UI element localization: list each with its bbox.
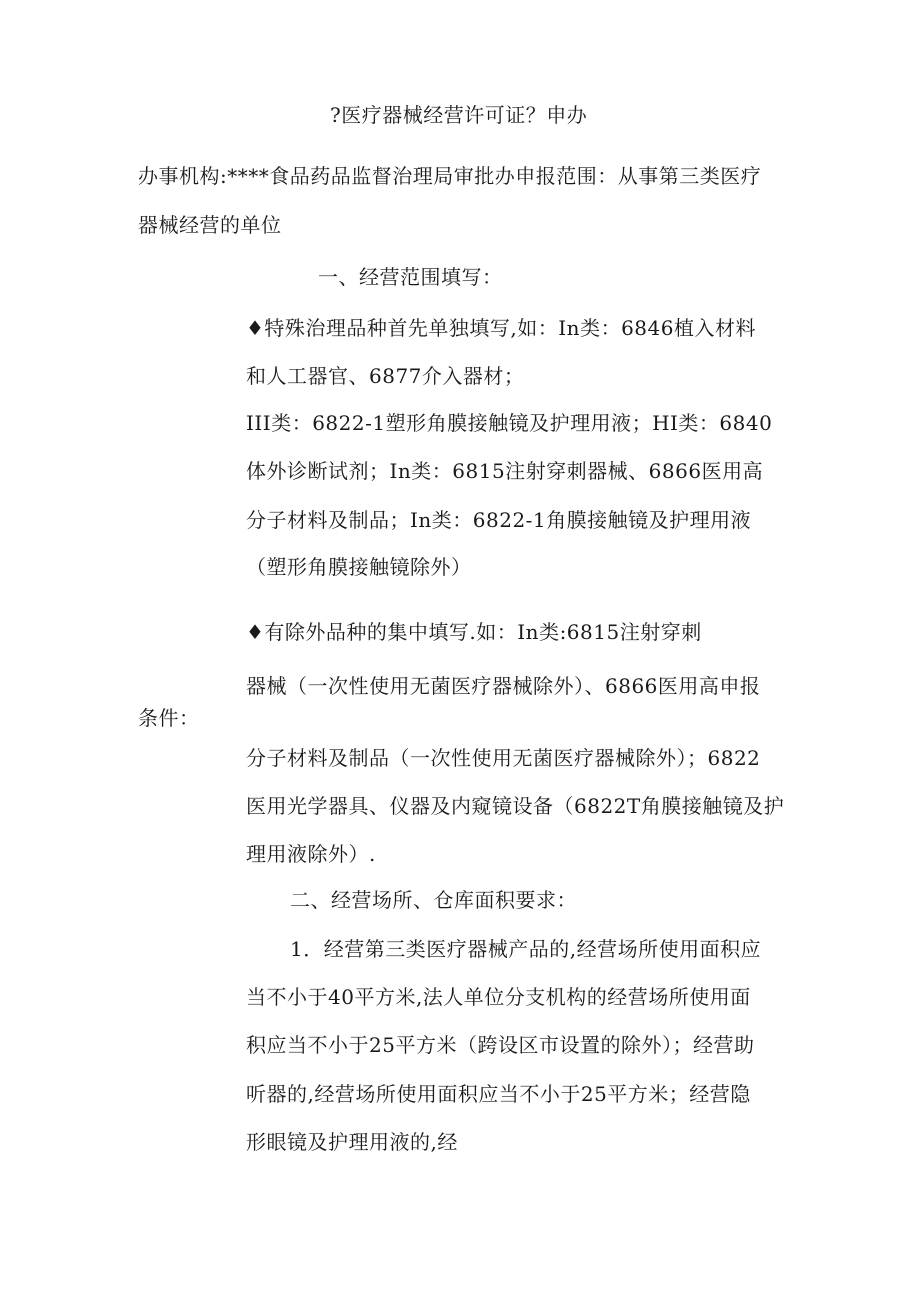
section-2-line: 听器的,经营场所使用面积应当不小于25平方米；经营隐 [246, 1082, 751, 1106]
agency-line-1: 办事机构:****食品药品监督治理局审批办申报范围：从事第三类医疗 [138, 164, 762, 188]
bullet-2-line: 器械（一次性使用无菌医疗器械除外）、6866医用高申报 [246, 674, 761, 698]
bullet-1-line: III类：6822-1塑形角膜接触镜及护理用液；HI类：6840 [246, 411, 773, 435]
section-2-line: 形眼镜及护理用液的,经 [246, 1130, 458, 1154]
bullet-1-line: ♦特殊治理品种首先单独填写,如：In类：6846植入材料 [246, 316, 756, 340]
bullet-2-line: ♦有除外品种的集中填写.如：In类:6815注射穿刺 [246, 620, 702, 644]
bullet-1-line: （塑形角膜接触镜除外） [246, 555, 472, 579]
section-2-line: 当不小于40平方米,法人单位分支机构的经营场所使用面 [246, 985, 751, 1009]
section-2-heading: 二、经营场所、仓库面积要求： [290, 888, 577, 912]
side-label: 条件： [138, 706, 200, 730]
section-2-line: 积应当不小于25平方米（跨设区市设置的除外）；经营助 [246, 1033, 755, 1057]
bullet-2-line: 分子材料及制品（一次性使用无菌医疗器械除外）；6822 [246, 746, 761, 770]
agency-line-2: 器械经营的单位 [138, 213, 282, 237]
bullet-1-line: 体外诊断试剂；In类：6815注射穿刺器械、6866医用高 [246, 459, 764, 483]
section-1-heading: 一、经营范围填写： [318, 265, 503, 289]
bullet-2-line: 医用光学器具、仪器及内窥镜设备（6822T角膜接触镜及护 [246, 794, 785, 818]
bullet-2-line: 理用液除外）. [246, 842, 376, 866]
section-2-line: 1．经营第三类医疗器械产品的,经营场所使用面积应 [290, 937, 762, 961]
bullet-1-line: 和人工器官、6877介入器材； [246, 364, 525, 388]
bullet-1-line: 分子材料及制品；In类：6822-1角膜接触镜及护理用液 [246, 508, 752, 532]
document-title: ?医疗器械经营许可证？申办 [330, 103, 588, 127]
